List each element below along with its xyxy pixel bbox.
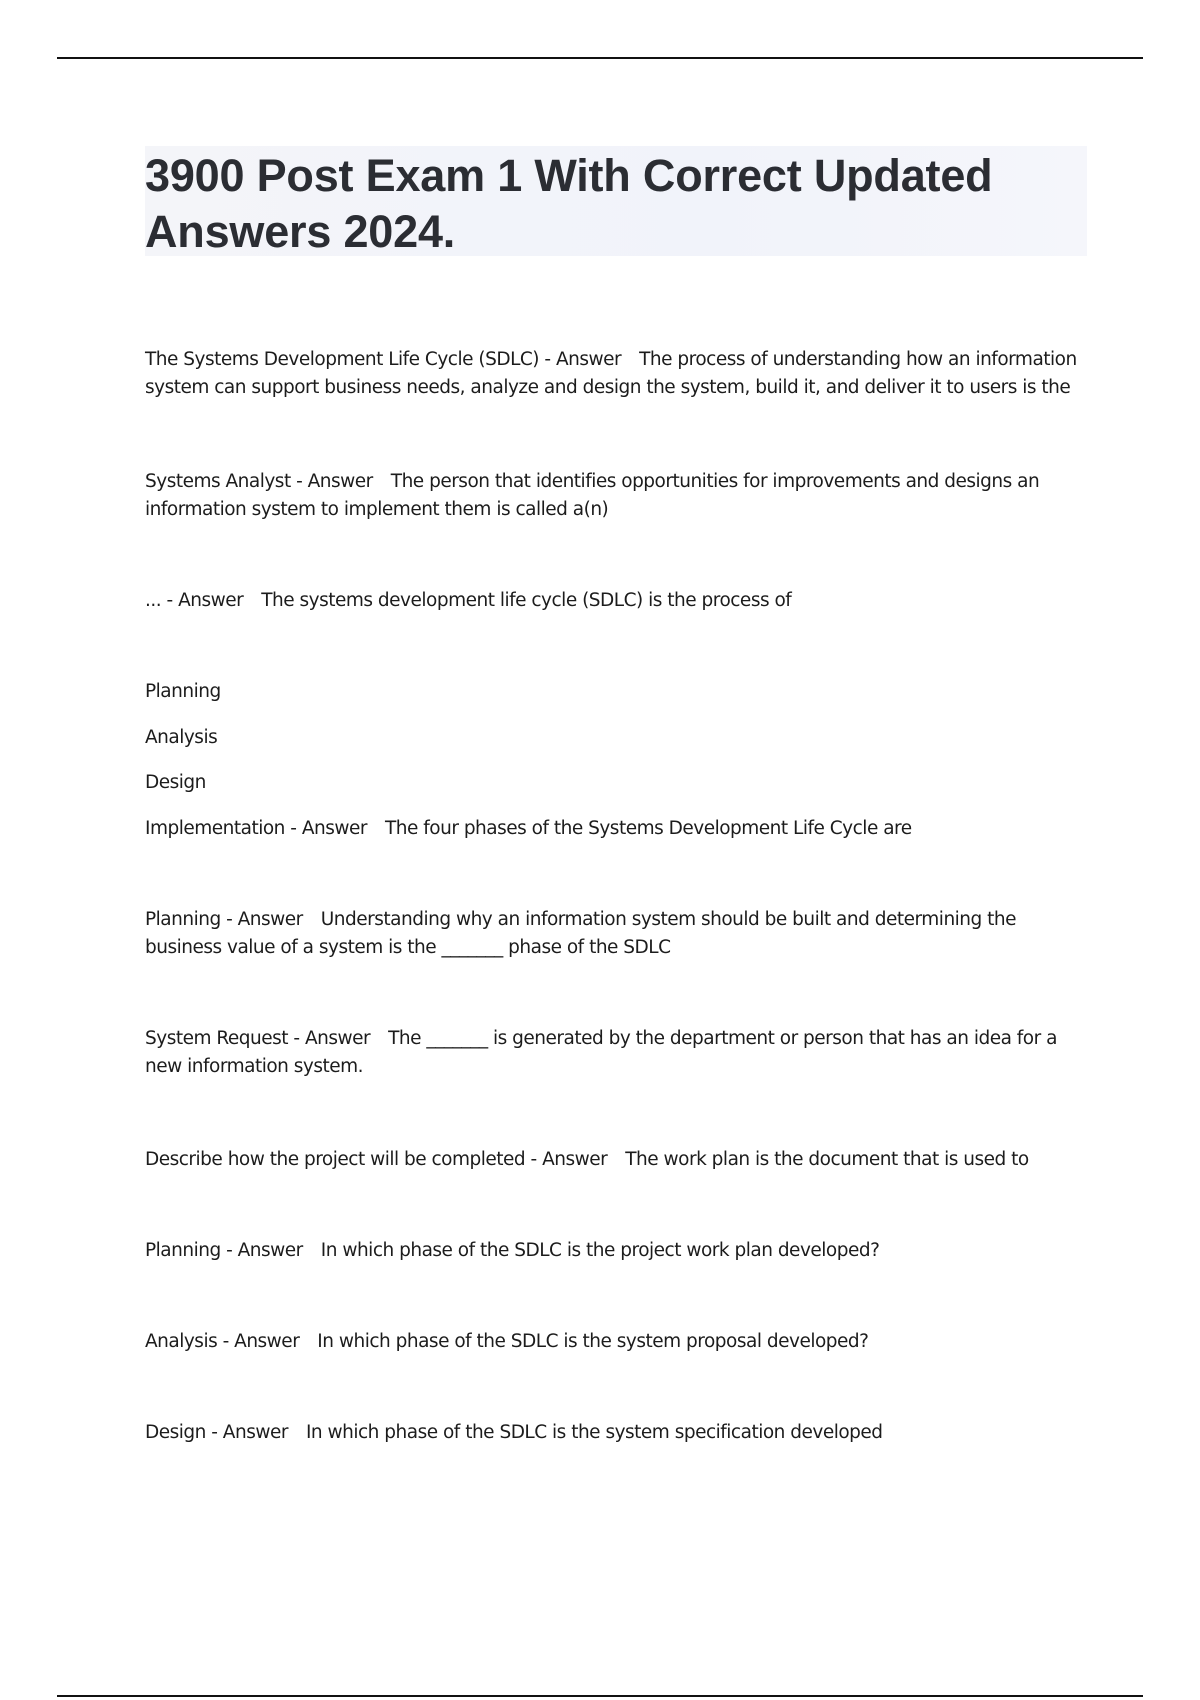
entry-definition: The _______ is generated by the department or person that has an idea for a new information system. bbox=[145, 1028, 1057, 1077]
entry-term: Implementation - Answer bbox=[145, 818, 367, 839]
entry-term: Planning - Answer bbox=[145, 1240, 303, 1261]
entry-term: ... - Answer bbox=[145, 590, 244, 611]
entry-term: The Systems Development Life Cycle (SDLC) - Answer bbox=[145, 349, 622, 370]
entry-term: Analysis - Answer bbox=[145, 1331, 300, 1352]
qa-entry bbox=[145, 1146, 1095, 1174]
entry-definition: The work plan is the document that is used to bbox=[625, 1149, 1029, 1170]
qa-entry bbox=[145, 468, 1095, 524]
entry-definition: In which phase of the SDLC is the project work plan developed? bbox=[320, 1240, 880, 1261]
qa-entry bbox=[145, 1237, 1095, 1265]
qa-entry bbox=[145, 815, 1095, 843]
phase-line: Design bbox=[145, 772, 206, 793]
entry-definition: The four phases of the Systems Development Life Cycle are bbox=[384, 818, 912, 839]
entry-term: Systems Analyst - Answer bbox=[145, 471, 373, 492]
qa-entry bbox=[145, 1025, 1095, 1081]
entry-definition: The process of understanding how an information system can support business needs, analyze and design the system, build it, and deliver it to users is the bbox=[145, 349, 1077, 398]
qa-entry bbox=[145, 587, 1095, 615]
qa-entry bbox=[145, 1328, 1095, 1356]
document-title: 3900 Post Exam 1 With Correct Updated Answers 2024. bbox=[145, 150, 993, 257]
entry-term: Describe how the project will be completed - Answer bbox=[145, 1149, 608, 1170]
title-banner bbox=[145, 146, 1087, 256]
phase-line: Analysis bbox=[145, 727, 218, 748]
qa-entry bbox=[145, 906, 1095, 962]
entry-definition: Understanding why an information system should be built and determining the business value of a system is the _______ phase of the SDLC bbox=[145, 909, 1017, 958]
entry-definition: In which phase of the SDLC is the system specification developed bbox=[305, 1422, 883, 1443]
bottom-rule bbox=[57, 1695, 1143, 1697]
entry-definition: The systems development life cycle (SDLC) is the process of bbox=[261, 590, 792, 611]
entry-definition: The person that identifies opportunities for improvements and designs an information system to implement them is called a(n) bbox=[145, 471, 1040, 520]
entry-term: System Request - Answer bbox=[145, 1028, 371, 1049]
phase-line: Planning bbox=[145, 681, 221, 702]
qa-entry bbox=[145, 1419, 1095, 1447]
qa-entry bbox=[145, 346, 1095, 402]
entry-definition: In which phase of the SDLC is the system proposal developed? bbox=[317, 1331, 869, 1352]
entry-term: Design - Answer bbox=[145, 1422, 288, 1443]
top-rule bbox=[57, 57, 1143, 59]
entry-term: Planning - Answer bbox=[145, 909, 303, 930]
